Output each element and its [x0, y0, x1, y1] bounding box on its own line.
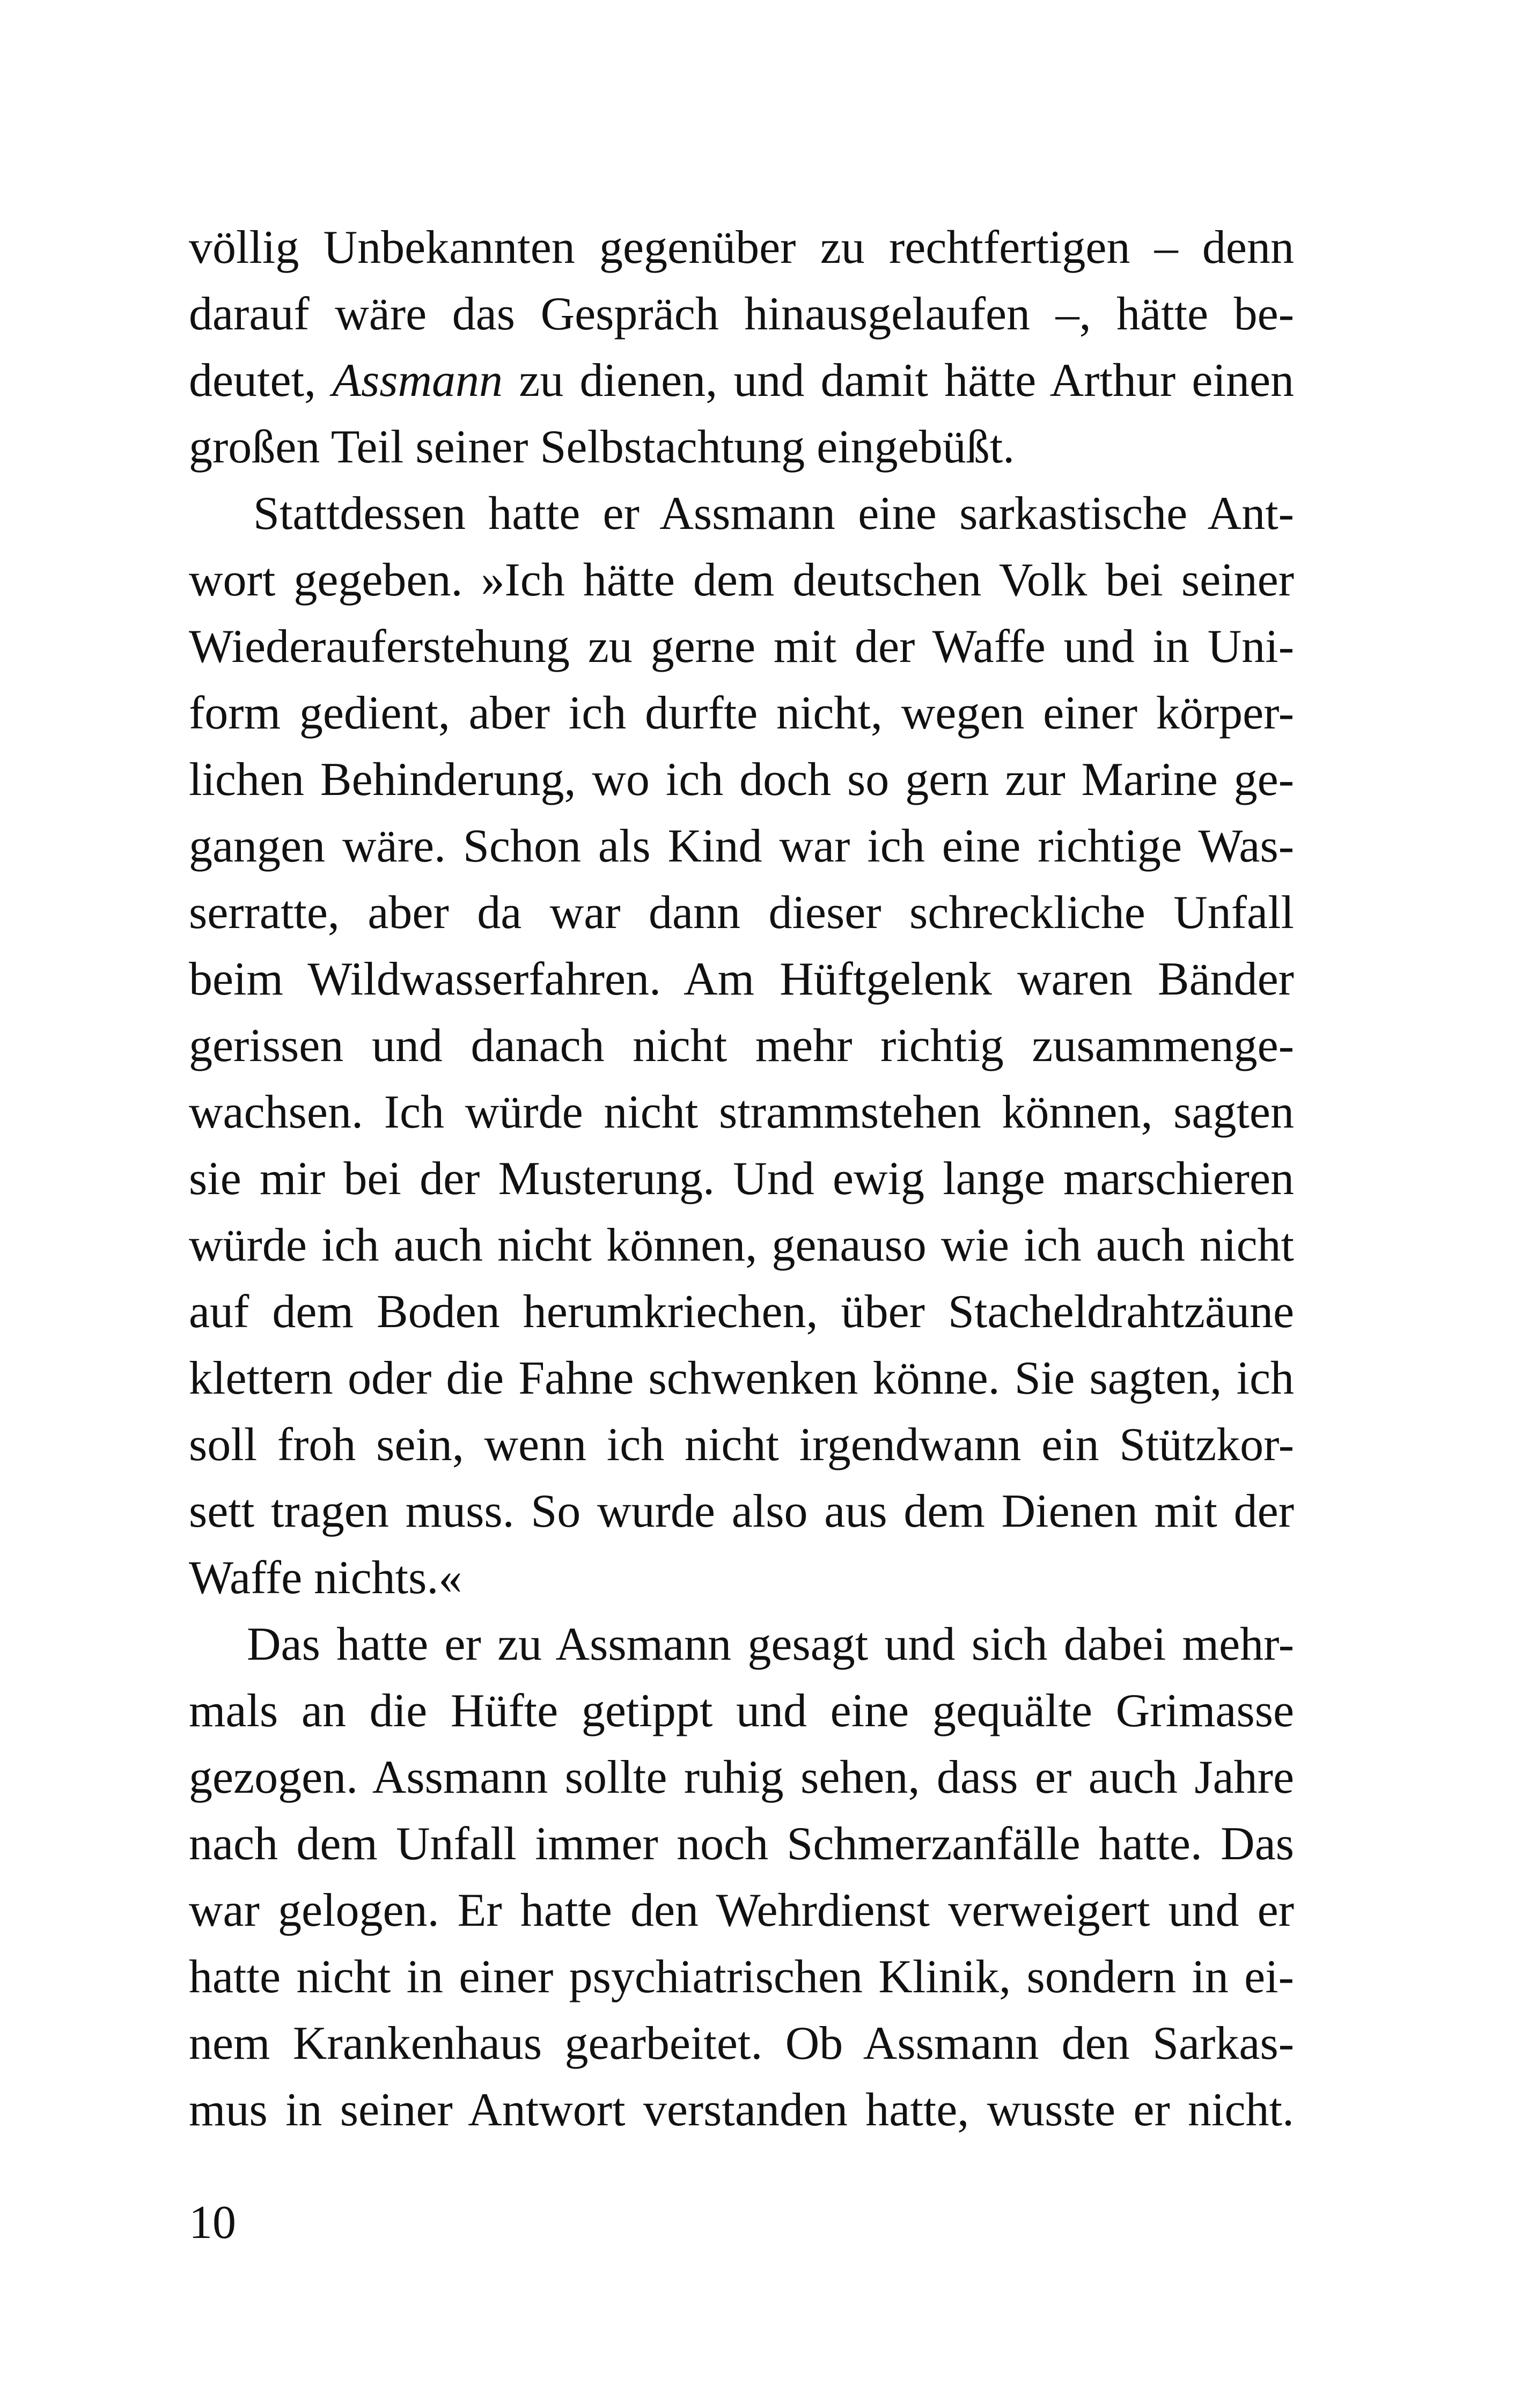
page-number: 10 — [189, 2197, 236, 2249]
text-line: gerissen und danach nicht mehr richtig zusammenge- — [189, 1020, 1294, 1072]
text-line: Waffe nichts.« — [189, 1552, 462, 1604]
text-line: gezogen. Assmann sollte ruhig sehen, dass er auch Jahre — [189, 1751, 1294, 1803]
text-line: würde ich auch nicht können, genauso wie ich auch nicht — [189, 1219, 1294, 1271]
text-line: beim Wildwasserfahren. Am Hüftgelenk waren Bänder — [189, 953, 1294, 1005]
text-line: sett tragen muss. So wurde also aus dem Dienen mit der — [189, 1485, 1294, 1537]
text-line: mals an die Hüfte getippt und eine gequälte Grimasse — [189, 1685, 1294, 1737]
text-line: sie mir bei der Musterung. Und ewig lange marschieren — [189, 1153, 1294, 1205]
text-line: Stattdessen hatte er Assmann eine sarkastische Ant- — [253, 488, 1294, 540]
text-line: Das hatte er zu Assmann gesagt und sich dabei mehr- — [247, 1618, 1294, 1670]
text-line: klettern oder die Fahne schwenken könne. Sie sagten, ich — [189, 1352, 1294, 1404]
text-line: lichen Behinderung, wo ich doch so gern zur Marine ge- — [189, 754, 1294, 806]
italic-name: Assmann — [332, 355, 503, 407]
text-line: nem Krankenhaus gearbeitet. Ob Assmann den Sarkas- — [189, 2017, 1294, 2070]
text-line: serratte, aber da war dann dieser schreckliche Unfall — [189, 887, 1294, 939]
text-line: Wiederauferstehung zu gerne mit der Waffe und in Uni- — [189, 621, 1294, 673]
text-line: gangen wäre. Schon als Kind war ich eine richtige Was- — [189, 820, 1294, 872]
text-line: wort gegeben. »Ich hätte dem deutschen Volk bei seiner — [189, 554, 1294, 606]
body-text — [189, 215, 1294, 2144]
text-line: nach dem Unfall immer noch Schmerzanfälle hatte. Das — [189, 1818, 1294, 1870]
text-line: darauf wäre das Gespräch hinausgelaufen –, hätte be- — [189, 288, 1294, 340]
text-line: deutet, Assmann zu dienen, und damit hätte Arthur einen — [189, 355, 1294, 407]
text-line: großen Teil seiner Selbstachtung eingebüßt. — [189, 421, 1015, 473]
text-line: form gedient, aber ich durfte nicht, wegen einer körper- — [189, 687, 1294, 739]
text-line: war gelogen. Er hatte den Wehrdienst verweigert und er — [189, 1884, 1294, 1936]
text-line: mus in seiner Antwort verstanden hatte, wusste er nicht. — [189, 2084, 1294, 2136]
text-line: hatte nicht in einer psychiatrischen Klinik, sondern in ei- — [189, 1951, 1294, 2003]
text-line: soll froh sein, wenn ich nicht irgendwann ein Stützkor- — [189, 1419, 1294, 1471]
text-line: wachsen. Ich würde nicht strammstehen können, sagten — [189, 1086, 1294, 1138]
text-line: völlig Unbekannten gegenüber zu rechtfertigen – denn — [189, 222, 1294, 274]
text-line: auf dem Boden herumkriechen, über Stacheldrahtzäune — [189, 1286, 1294, 1338]
